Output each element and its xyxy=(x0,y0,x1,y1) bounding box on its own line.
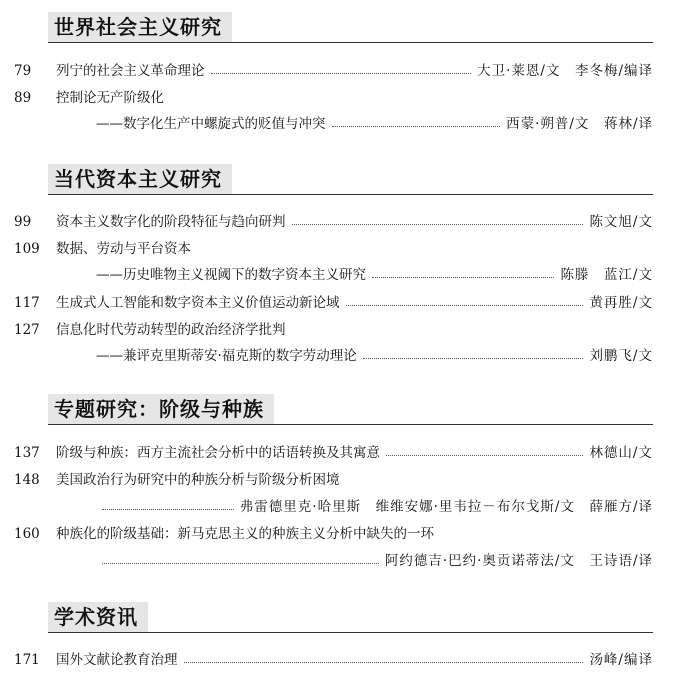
section-divider xyxy=(48,42,653,43)
toc-entry[interactable] xyxy=(14,649,653,671)
toc-entry[interactable] xyxy=(14,238,653,260)
dot-leader xyxy=(363,358,584,359)
toc-entry-subtitle-line[interactable] xyxy=(14,264,653,286)
entry-author: 刘鹏飞/文 xyxy=(589,348,653,364)
entry-subtitle: ——历史唯物主义视阈下的数字资本主义研究 xyxy=(96,267,366,283)
entry-subtitle: ——兼评克里斯蒂安·福克斯的数字劳动理论 xyxy=(96,348,357,364)
section-world-socialism xyxy=(48,12,653,46)
section-heading: 世界社会主义研究 xyxy=(48,12,232,42)
page-number: 137 xyxy=(14,445,40,461)
toc-entry[interactable] xyxy=(14,60,653,82)
entry-author: 弗雷德里克·哈里斯 维维安娜·里韦拉－布尔戈斯/文 薛雁方/译 xyxy=(239,499,653,515)
entry-author: 阿约德吉·巴约·奥贡诺蒂法/文 王诗语/译 xyxy=(384,553,653,569)
entry-title: 列宁的社会主义革命理论 xyxy=(56,63,205,79)
page-number: 148 xyxy=(14,472,40,488)
entry-title: 控制论无产阶级化 xyxy=(56,90,164,106)
entry-subtitle: ——数字化生产中螺旋式的贬值与冲突 xyxy=(96,116,326,132)
page-number: 117 xyxy=(14,295,40,311)
dot-leader xyxy=(102,563,379,564)
page-number: 99 xyxy=(14,214,32,230)
entry-title: 资本主义数字化的阶段特征与趋向研判 xyxy=(56,214,286,230)
entry-title: 信息化时代劳动转型的政治经济学批判 xyxy=(56,322,286,338)
entry-title: 国外文献论教育治理 xyxy=(56,652,178,668)
entry-title: 美国政治行为研究中的种族分析与阶级分析困境 xyxy=(56,472,340,488)
dot-leader xyxy=(386,455,583,456)
entry-author: 林德山/文 xyxy=(589,445,653,461)
entry-author: 大卫·莱恩/文 李冬梅/编译 xyxy=(477,63,653,79)
page-number: 79 xyxy=(14,63,32,79)
entry-title: 生成式人工智能和数字资本主义价值运动新论域 xyxy=(56,295,340,311)
section-heading: 当代资本主义研究 xyxy=(48,164,232,194)
toc-entry-subtitle-line[interactable] xyxy=(14,113,653,135)
dot-leader xyxy=(332,126,501,127)
toc-entry[interactable] xyxy=(14,523,653,545)
toc-entry[interactable] xyxy=(14,319,653,341)
toc-entry[interactable] xyxy=(14,211,653,233)
dot-leader xyxy=(102,509,234,510)
toc-entry-author-line[interactable] xyxy=(14,550,653,572)
page-number: 89 xyxy=(14,90,32,106)
page-number: 109 xyxy=(14,241,40,257)
entry-author: 黄再胜/文 xyxy=(589,295,653,311)
entry-title: 种族化的阶级基础：新马克思主义的种族主义分析中缺失的一环 xyxy=(56,526,434,542)
entry-author: 陈滕 蓝江/文 xyxy=(560,267,653,283)
toc-entry[interactable] xyxy=(14,87,653,109)
entry-author: 陈文旭/文 xyxy=(589,214,653,230)
toc-entry-subtitle-line[interactable] xyxy=(14,345,653,367)
section-divider xyxy=(48,194,653,195)
toc-entry-author-line[interactable] xyxy=(14,496,653,518)
toc-entry[interactable] xyxy=(14,292,653,314)
section-heading: 学术资讯 xyxy=(48,602,148,632)
section-academic-news xyxy=(48,602,653,636)
entry-title: 数据、劳动与平台资本 xyxy=(56,241,191,257)
section-divider xyxy=(48,632,653,633)
entry-title: 阶级与种族：西方主流社会分析中的话语转换及其寓意 xyxy=(56,445,380,461)
section-heading: 专题研究：阶级与种族 xyxy=(48,394,274,424)
toc-entry[interactable] xyxy=(14,469,653,491)
dot-leader xyxy=(292,224,584,225)
section-class-and-race xyxy=(48,394,653,428)
page-number: 127 xyxy=(14,322,40,338)
toc-entry[interactable] xyxy=(14,442,653,464)
entry-author: 汤峰/编译 xyxy=(589,652,653,668)
page-number: 171 xyxy=(14,652,40,668)
page-number: 160 xyxy=(14,526,40,542)
dot-leader xyxy=(211,73,472,74)
section-contemporary-capitalism xyxy=(48,164,653,198)
dot-leader xyxy=(184,662,584,663)
dot-leader xyxy=(372,277,554,278)
section-divider xyxy=(48,424,653,425)
entry-author: 西蒙·朔普/文 蒋林/译 xyxy=(506,116,653,132)
dot-leader xyxy=(346,305,584,306)
